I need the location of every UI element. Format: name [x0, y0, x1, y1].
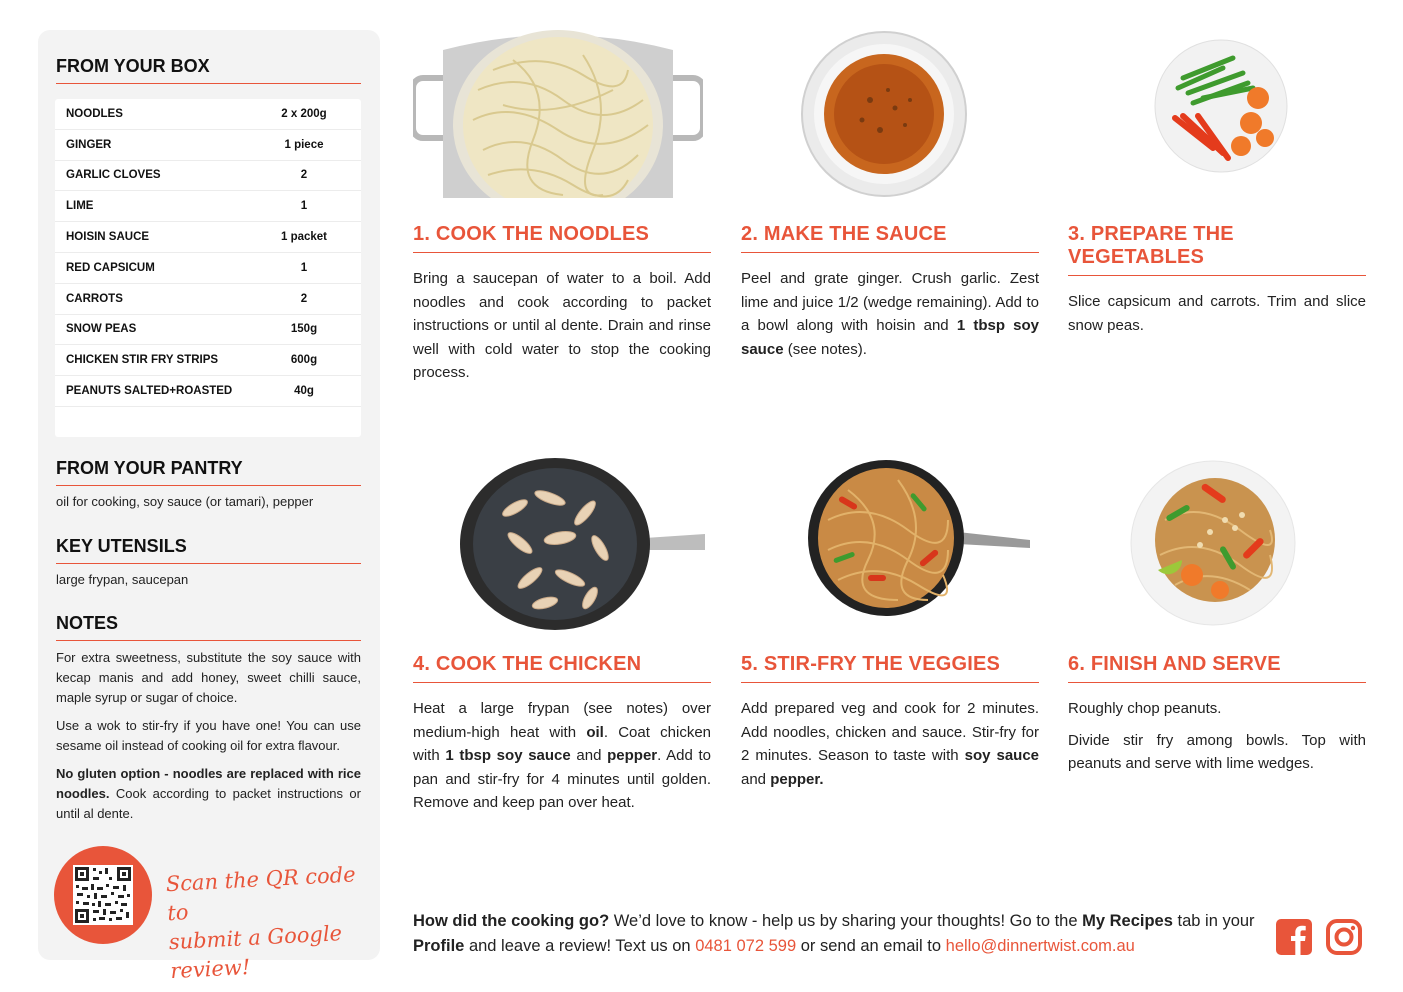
qr-code-icon[interactable]: [73, 865, 133, 925]
text-span: Add prepared veg and cook for 2 minutes. Add noodles, chicken and sauce. Stir-fry for 2 minutes. Season to taste with: [741, 700, 1039, 764]
step-5-title: 5. STIR-FRY THE VEGGIES: [741, 653, 1039, 683]
text-span: and: [741, 770, 771, 788]
ingredient-row: [55, 253, 361, 284]
sauce-bowl-image: [800, 30, 968, 198]
ingredient-qty: 2 x 200g: [281, 107, 327, 120]
box-heading: FROM YOUR BOX: [56, 56, 361, 84]
ingredient-name: PEANUTS SALTED+ROASTED: [66, 385, 233, 398]
text-span: and leave a review! Text us on: [464, 937, 696, 955]
text-span: We’d love to know - help us by sharing your thoughts! Go to the: [609, 912, 1083, 930]
instagram-icon[interactable]: [1326, 919, 1362, 955]
utensils-text: large frypan, saucepan: [56, 572, 189, 587]
step-4-title: 4. COOK THE CHICKEN: [413, 653, 711, 683]
ingredient-qty: 600g: [290, 354, 318, 367]
step-5: [741, 653, 1039, 799]
ingredient-name: GARLIC CLOVES: [66, 169, 161, 182]
my-recipes-label: My Recipes: [1082, 912, 1173, 930]
ingredient-qty: 1 piece: [284, 138, 324, 151]
pantry-heading: FROM YOUR PANTRY: [56, 458, 361, 486]
feedback-footer: [413, 909, 1263, 959]
emphasis: pepper.: [770, 770, 824, 788]
ingredient-name: GINGER: [66, 138, 112, 151]
chicken-frypan-image: [460, 458, 705, 630]
step-3-title: 3. PREPARE THE VEGETABLES: [1068, 223, 1366, 276]
ingredient-row: [55, 315, 361, 346]
emphasis: soy sauce: [964, 747, 1040, 764]
ingredient-qty: 1 packet: [280, 231, 328, 244]
ingredient-name: NOODLES: [66, 107, 123, 120]
facebook-icon[interactable]: [1276, 919, 1312, 955]
ingredient-row: [55, 222, 361, 253]
qr-caption-line2: submit a Google review!: [168, 921, 343, 984]
ingredient-row: [55, 161, 361, 192]
note-gluten-bold: No gluten option - noodles are replaced with rice noodles.: [56, 766, 361, 801]
step-6-text-1: Roughly chop peanuts.: [1068, 700, 1222, 717]
ingredient-row: [55, 99, 361, 130]
emphasis: pepper: [607, 747, 658, 764]
step-6-body: [1068, 697, 1366, 776]
footer-question: How did the cooking go?: [413, 912, 610, 930]
step-1-text: Bring a saucepan of water to a boil. Add noodles and cook according to packet instructions or until al dente. Drain and rinse well with cold water to stop the cooking process.: [413, 270, 711, 381]
qr-caption: [165, 860, 371, 986]
note-wok: Use a wok to stir-fry if you have one! You can use sesame oil instead of cooking oil for extra flavour.: [56, 718, 361, 753]
ingredient-qty: 1: [300, 200, 308, 213]
emphasis: 1 tbsp soy sauce: [445, 747, 571, 764]
served-bowl-image: [1130, 460, 1296, 626]
step-1-body: [413, 267, 711, 385]
ingredient-name: CARROTS: [66, 292, 123, 305]
ingredient-qty: 1: [300, 261, 308, 274]
ingredient-row: [55, 130, 361, 161]
ingredient-row: [55, 376, 361, 407]
text-span: (see notes).: [783, 340, 867, 358]
step-6: [1068, 653, 1366, 784]
pantry-text: oil for cooking, soy sauce (or tamari), pepper: [56, 494, 314, 509]
emphasis: oil: [586, 723, 604, 741]
noodles-pot-image: [413, 30, 703, 200]
text-span: and: [570, 747, 608, 764]
step-6-text-2: Divide stir fry among bowls. Top with peanuts and serve with lime wedges.: [1068, 731, 1366, 772]
step-1: [413, 223, 711, 393]
emphasis: 1 tbsp soy sauce: [741, 317, 1040, 358]
step-2-body: [741, 267, 1039, 361]
step-4-body: [413, 697, 711, 815]
note-sweetness: For extra sweetness, substitute the soy sauce with kecap manis and add honey, sweet chilli sauce, maple syrup or sugar of choice.: [56, 650, 361, 705]
step-5-body: [741, 697, 1039, 791]
ingredients-table: [55, 99, 361, 437]
ingredient-name: SNOW PEAS: [66, 323, 137, 336]
step-3: [1068, 223, 1366, 345]
note-gluten-rest: Cook according to packet instructions or until al dente.: [56, 786, 361, 821]
step-2-text: [741, 267, 1039, 361]
text-span: tab in your: [1172, 912, 1255, 930]
ingredient-row: [55, 191, 361, 222]
step-2-title: 2. MAKE THE SAUCE: [741, 223, 1039, 253]
profile-label: Profile: [413, 937, 465, 955]
step-4-text: [413, 697, 711, 815]
step-1-title: 1. COOK THE NOODLES: [413, 223, 711, 253]
vegetables-plate-image: [1153, 38, 1289, 174]
step-2: [741, 223, 1039, 369]
ingredient-row: [55, 284, 361, 315]
ingredient-name: LIME: [66, 200, 94, 213]
step-6-title: 6. FINISH AND SERVE: [1068, 653, 1366, 683]
ingredient-qty: 150g: [290, 323, 318, 336]
notes-body: [56, 648, 361, 832]
stirfry-frypan-image: [808, 460, 1033, 620]
step-3-body: [1068, 290, 1366, 337]
note-gluten: [56, 764, 361, 824]
text-span: . Add to pan and stir-fry for 4 minutes until golden. Remove and keep pan over heat.: [413, 747, 711, 811]
ingredient-qty: 40g: [294, 385, 314, 398]
phone-link[interactable]: 0481 072 599: [695, 937, 797, 955]
text-span: or send an email to: [796, 937, 946, 955]
text-span: Heat a large frypan (see notes) over medium-high heat with: [413, 700, 711, 741]
text-span: Peel and grate ginger. Crush garlic. Zest lime and juice 1/2 (wedge remaining). Add to a bowl along with hoisin and: [741, 270, 1039, 334]
ingredients-panel: [38, 30, 380, 984]
utensils-heading: KEY UTENSILS: [56, 536, 361, 564]
step-5-text: [741, 697, 1039, 791]
qr-code-badge[interactable]: [54, 846, 152, 944]
ingredient-name: RED CAPSICUM: [66, 261, 155, 274]
notes-heading: NOTES: [56, 613, 361, 641]
step-3-text: Slice capsicum and carrots. Trim and slice snow peas.: [1068, 293, 1366, 334]
ingredient-name: HOISIN SAUCE: [66, 231, 150, 244]
ingredient-qty: 2: [300, 292, 308, 305]
ingredient-name: CHICKEN STIR FRY STRIPS: [66, 354, 219, 367]
ingredient-row: [55, 345, 361, 376]
text-span: . Coat chicken with: [413, 723, 712, 764]
step-4: [413, 653, 711, 823]
email-link[interactable]: hello@dinnertwist.com.au: [945, 937, 1135, 955]
qr-caption-line1: Scan the QR code to: [165, 862, 357, 926]
ingredient-qty: 2: [300, 169, 308, 182]
